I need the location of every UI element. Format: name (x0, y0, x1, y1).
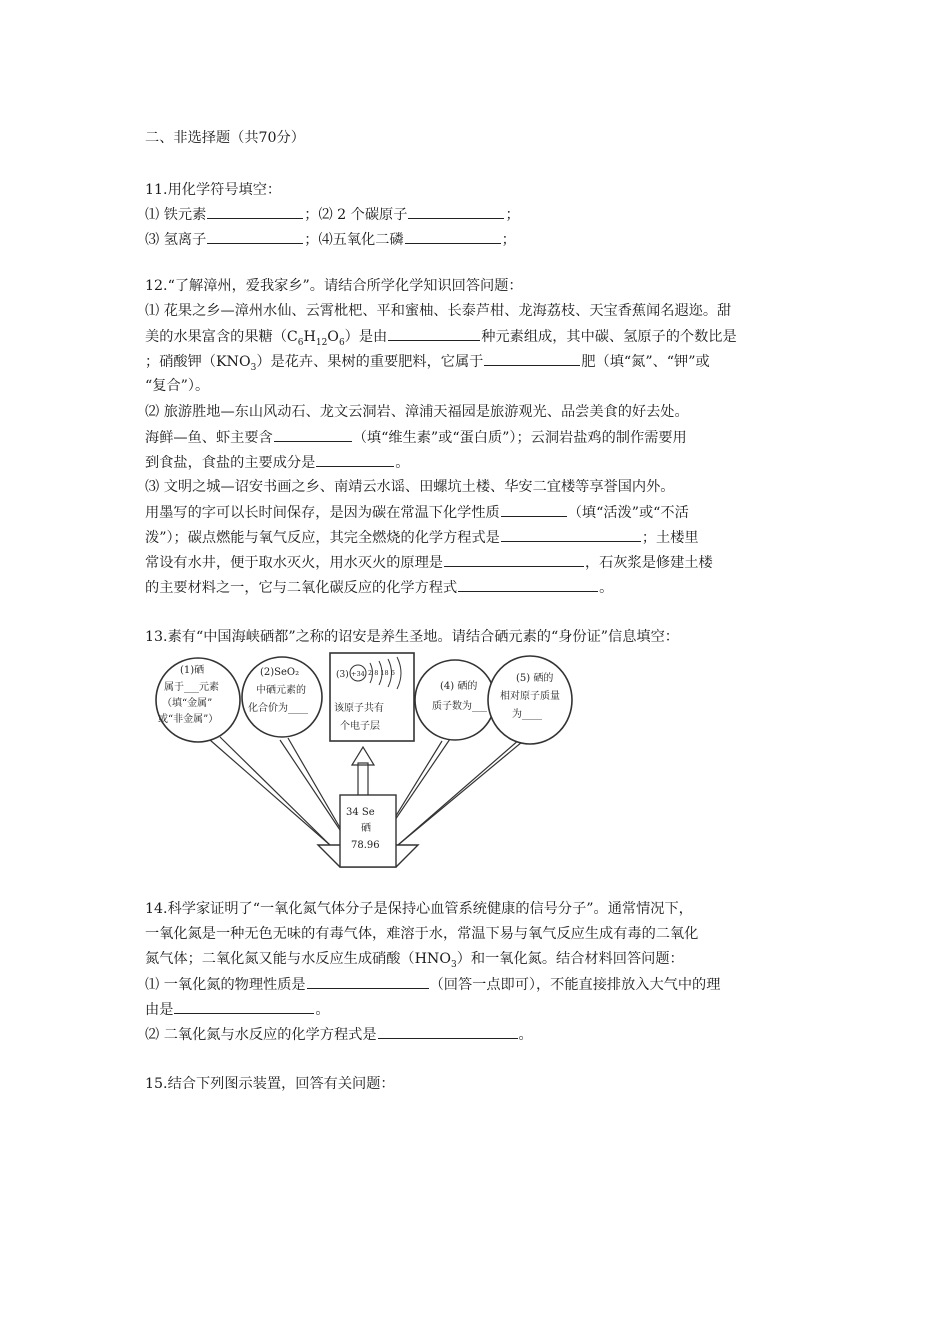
answer-blank[interactable] (501, 527, 641, 542)
c1-line3: （填“金属” (162, 698, 213, 709)
c1-line1: (1)硒 (180, 665, 205, 676)
selenium-id-diagram (150, 645, 575, 870)
q14-line: ⑵ 二氧化氮与水反应的化学方程式是 。 (145, 1024, 533, 1045)
q12-line: “复合”）。 (145, 378, 210, 394)
answer-blank[interactable] (388, 326, 480, 341)
card-mass: 78.96 (351, 840, 380, 851)
q12-line: 用墨写的字可以长时间保存，是因为碳在常温下化学性质 （填“活泼”或“不活 (145, 502, 689, 523)
q12-line: 美的水果富含的果糖$(C_6H_{12}O_6)$是由 种元素组成，其中碳、氢原子的个数比是 (145, 326, 737, 353)
q11-row1: ⑴ 铁元素 ；⑵ 2 个碳原子 ； (145, 204, 520, 225)
section-title: 二、非选择题（共70分） (145, 130, 305, 146)
answer-blank[interactable] (484, 351, 580, 366)
q11-row2: ⑶ 氢离子 ；⑷五氧化二磷 ； (145, 229, 516, 250)
c4-line1: (4) 硒的 (440, 681, 478, 692)
q12-line: ；硝酸钾$(KNO_3)$是花卉、果树的重要肥料，它属于 肥（填“氮”、“钾”或 (145, 351, 710, 378)
q14-line: 由是 。 (145, 999, 330, 1020)
q12-line: 海鲜—鱼、虾主要含 （填“维生素”或“蛋白质”）；云洞岩盐鸡的制作需要用 (145, 427, 687, 448)
answer-blank[interactable] (207, 204, 303, 219)
c1-line4: 或“非金属”） (158, 714, 219, 725)
c5-line2: 相对原子质量 (500, 691, 560, 702)
answer-blank[interactable] (501, 502, 567, 517)
q11-title: 11.用化学符号填空： (145, 182, 282, 198)
q14-line: 14.科学家证明了“一氧化氮气体分子是保持心血管系统健康的信号分子”。通常情况下， (145, 901, 693, 917)
c2-line2: 中硒元素的 (256, 685, 306, 696)
q15-title: 15.结合下列图示装置，回答有关问题： (145, 1076, 395, 1092)
q14-line: ⑴ 一氧化氮的物理性质是 （回答一点即可），不能直接排放入大气中的理 (145, 974, 720, 995)
c3-line2: 该原子共有 (334, 703, 384, 714)
card-name: 硒 (361, 823, 371, 834)
answer-blank[interactable] (405, 229, 501, 244)
q14-line: 氮气体；二氧化氮又能与水反应生成硝酸$(HNO_3)$和一氧化氮。结合材料回答问题： (145, 951, 684, 970)
answer-blank[interactable] (444, 552, 584, 567)
card-number-symbol: 34 Se (346, 807, 375, 818)
answer-blank[interactable] (174, 999, 314, 1014)
q12-line: 的主要材料之一，它与二氧化碳反应的化学方程式 。 (145, 577, 613, 598)
answer-blank[interactable] (316, 452, 394, 467)
answer-blank[interactable] (378, 1024, 518, 1039)
q12-line: ⑴ 花果之乡—漳州水仙、云霄枇杷、平和蜜柚、长泰芦柑、龙海荔枝、天宝香蕉闻名遐迩。甜 (145, 303, 732, 319)
q12-line: ⑶ 文明之城—诏安书画之乡、南靖云水谣、田螺坑土楼、华安二宜楼等享誉国内外。 (145, 479, 675, 495)
q12-line: 到食盐，食盐的主要成分是 。 (145, 452, 409, 473)
c3-label: (3) (336, 670, 349, 680)
c2-line1: (2)SeO₂ (260, 667, 300, 678)
c3-line3: 个电子层 (340, 721, 380, 732)
q12-line: ⑵ 旅游胜地—东山风动石、龙文云洞岩、漳浦天福园是旅游观光、品尝美食的好去处。 (145, 404, 689, 420)
q12-title: 12.“了解漳州，爱我家乡”。请结合所学化学知识回答问题： (145, 278, 523, 294)
answer-blank[interactable] (307, 974, 429, 989)
answer-blank[interactable] (207, 229, 303, 244)
circle-4 (415, 660, 495, 740)
c4-line2: 质子数为___ (432, 701, 487, 712)
q12-line: 泼”）；碳点燃能与氧气反应，其完全燃烧的化学方程式是 ；土楼里 (145, 527, 699, 548)
c5-line1: (5) 硒的 (516, 673, 554, 684)
c1-line2: 属于___元素 (164, 682, 219, 693)
c2-line3: 化合价为____ (248, 703, 308, 714)
q13-title: 13.素有“中国海峡硒都”之称的诏安是养生圣地。请结合硒元素的“身份证”信息填空： (145, 629, 679, 645)
q14-line: 一氧化氮是一种无色无味的有毒气体，难溶于水，常温下易与氧气反应生成有毒的二氧化 (145, 926, 699, 942)
answer-blank[interactable] (274, 427, 352, 442)
answer-blank[interactable] (408, 204, 504, 219)
nucleus-charge: +34 (351, 670, 365, 678)
electron-counts: 2 8 18 6 (368, 669, 395, 677)
c5-line3: 为____ (512, 709, 542, 720)
answer-blank[interactable] (458, 577, 598, 592)
q12-line: 常设有水井，便于取水灭火，用水灭火的原理是 ，石灰浆是修建土楼 (145, 552, 713, 573)
